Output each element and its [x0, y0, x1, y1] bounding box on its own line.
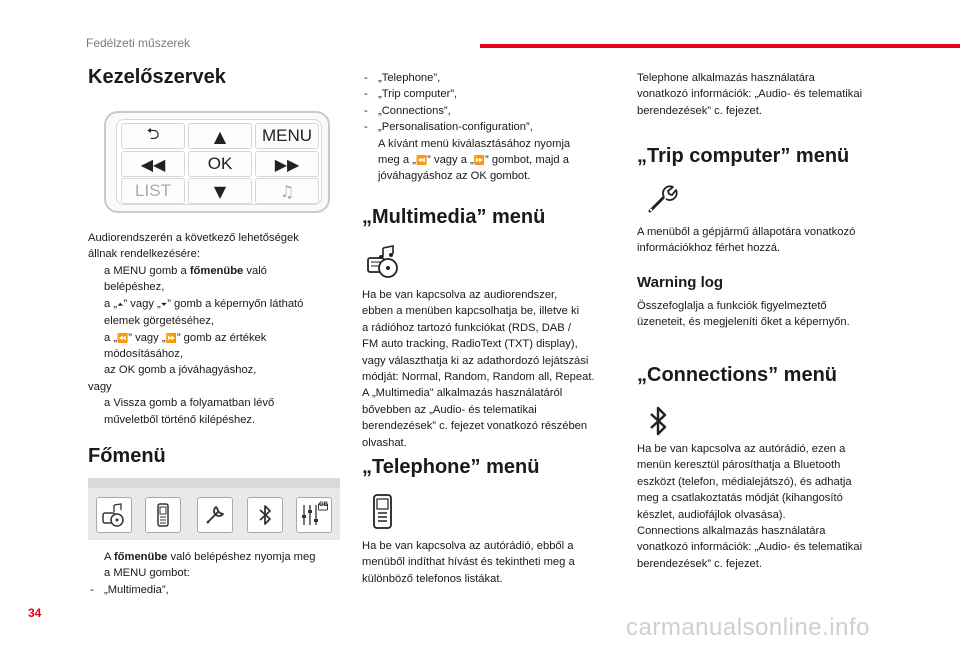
- back-icon: ⮌: [146, 123, 160, 143]
- fomenu-instruction: [88, 549, 350, 598]
- multimedia-icon: [366, 244, 404, 283]
- menu-key-label: MENU: [261, 126, 313, 145]
- page-title: Kezelőszervek: [88, 66, 226, 88]
- down-arrow-icon: ⏷: [160, 299, 168, 309]
- arrow-down-icon: ▼: [213, 181, 227, 201]
- up-arrow-icon: ⏶: [117, 299, 124, 309]
- arrow-up-icon: ▲: [213, 126, 227, 146]
- list-item: a MENU gomb a főmenübe való belépéshez,: [104, 265, 267, 294]
- header-accent-bar: [480, 44, 960, 48]
- multimedia-icon: [96, 497, 132, 533]
- trip-computer-icon: [197, 497, 233, 533]
- warning-log-heading: Warning log: [637, 274, 724, 291]
- down-key: [188, 178, 252, 204]
- list-item: - „Telephone”,: [364, 72, 441, 84]
- gb-badge: GB: [319, 502, 328, 508]
- music-note-icon: ♫: [279, 181, 295, 201]
- seek-forward-icon: ⏩: [165, 332, 177, 343]
- telephone-heading: „Telephone” menü: [362, 456, 540, 478]
- seek-back-icon: ◀◀: [140, 154, 166, 174]
- bluetooth-icon: [647, 404, 671, 443]
- back-key: [121, 123, 185, 149]
- settings-icon: [296, 497, 332, 533]
- left-key: [121, 151, 185, 177]
- controls-bullet-list: [88, 263, 350, 428]
- seek-forward-icon: ▶▶: [274, 154, 300, 174]
- list-item: - „Trip computer”,: [364, 88, 458, 101]
- control-panel-image: [104, 111, 330, 213]
- list-item: A főmenübe való belépéshez nyomja meg a MENU gombot:: [104, 551, 316, 580]
- telephone-reference: Telephone alkalmazás használatára vonatkozó információk: „Audio- és telematikai berendezések” c. fejezet.: [637, 72, 863, 117]
- section-header: Fedélzeti műszerek: [86, 36, 191, 50]
- warning-log-description: Összefoglalja a funkciók figyelmeztető üzeneteit, és megjeleníti őket a képernyőn.: [637, 300, 850, 329]
- seek-back-icon: ⏪: [117, 332, 129, 343]
- connections-heading: „Connections” menü: [637, 364, 838, 386]
- telephone-icon: [370, 493, 396, 536]
- multimedia-description: Ha be van kapcsolva az audiorendszer, ebben a menüben kapcsolhatja be, illetve ki a rádióhoz tartozó funkciókat (RDS, DAB / FM auto tracking, RadioText (TXT) display), vagy választhatja ki az adathordozó lejátszási módját: Normal, Random, Random all, Repeat. A „Multimedia” alkalmazás használatáról bővebben az „Audio- és telematikai berendezések” c. fejezet vonatkozó részében olvashat.: [362, 289, 595, 449]
- up-key: [188, 123, 252, 149]
- seek-back-icon: ⏪: [415, 155, 428, 166]
- list-key-label: LIST: [135, 181, 171, 200]
- multimedia-heading: „Multimedia” menü: [362, 206, 546, 228]
- trip-computer-description: A menüből a gépjármű állapotára vonatkozó információkhoz férhet hozzá.: [637, 226, 856, 255]
- list-key: [121, 178, 185, 204]
- watermark: carmanualsonline.info: [626, 614, 870, 641]
- wrench-icon: [645, 182, 679, 221]
- trip-computer-heading: „Trip computer” menü: [637, 145, 850, 167]
- list-item: a „⏶” vagy „⏷” gomb a képernyőn látható elemek görgetéséhez,: [104, 297, 304, 328]
- telephone-description: Ha be van kapcsolva az autórádió, ebből a menüből indíthat hívást és tekintheti meg a különböző telefonos listákat.: [362, 540, 575, 585]
- bluetooth-icon: [247, 497, 283, 533]
- telephone-icon: [145, 497, 181, 533]
- right-key: [255, 151, 319, 177]
- ok-key: [188, 151, 252, 177]
- list-item: A kívánt menü kiválasztásához nyomja meg a „⏪” vagy a „⏩” gombot, majd a jóváhagyáshoz az OK gombot.: [378, 137, 571, 183]
- seek-forward-icon: ⏩: [473, 155, 486, 166]
- list-item: - „Connections”,: [364, 104, 451, 117]
- menu-options-list: [362, 70, 622, 185]
- vagy-text: vagy: [88, 380, 112, 393]
- fomenu-heading: Főmenü: [88, 445, 166, 467]
- ok-key-label: OK: [207, 154, 233, 173]
- list-item: a „⏪” vagy „⏩” gomb az értékek módosításához,: [104, 331, 267, 361]
- list-item: az OK gomb a jóváhagyáshoz,: [104, 364, 257, 377]
- menu-key: [255, 123, 319, 149]
- list-item: - „Multimedia”,: [90, 583, 169, 596]
- connections-description: Ha be van kapcsolva az autórádió, ezen a menün keresztül párosíthatja a Bluetooth eszközt (telefon, médialejátszó), és adhatja meg a csatlakoztatás módját (kihangosító készlet, audiofájlok olvasása). Connections alkalmazás használatára vonatkozó információk: „Audio- és telematikai berendezések” c. fejezet.: [637, 443, 863, 570]
- list-item: - „Personalisation-configuration”,: [364, 121, 533, 134]
- music-key: [255, 178, 319, 204]
- controls-intro: Audiorendszerén a következő lehetőségek állnak rendelkezésére:: [88, 232, 299, 261]
- list-item: a Vissza gomb a folyamatban lévő műveletből történő kilépéshez.: [104, 397, 275, 426]
- page-number: 34: [28, 606, 42, 620]
